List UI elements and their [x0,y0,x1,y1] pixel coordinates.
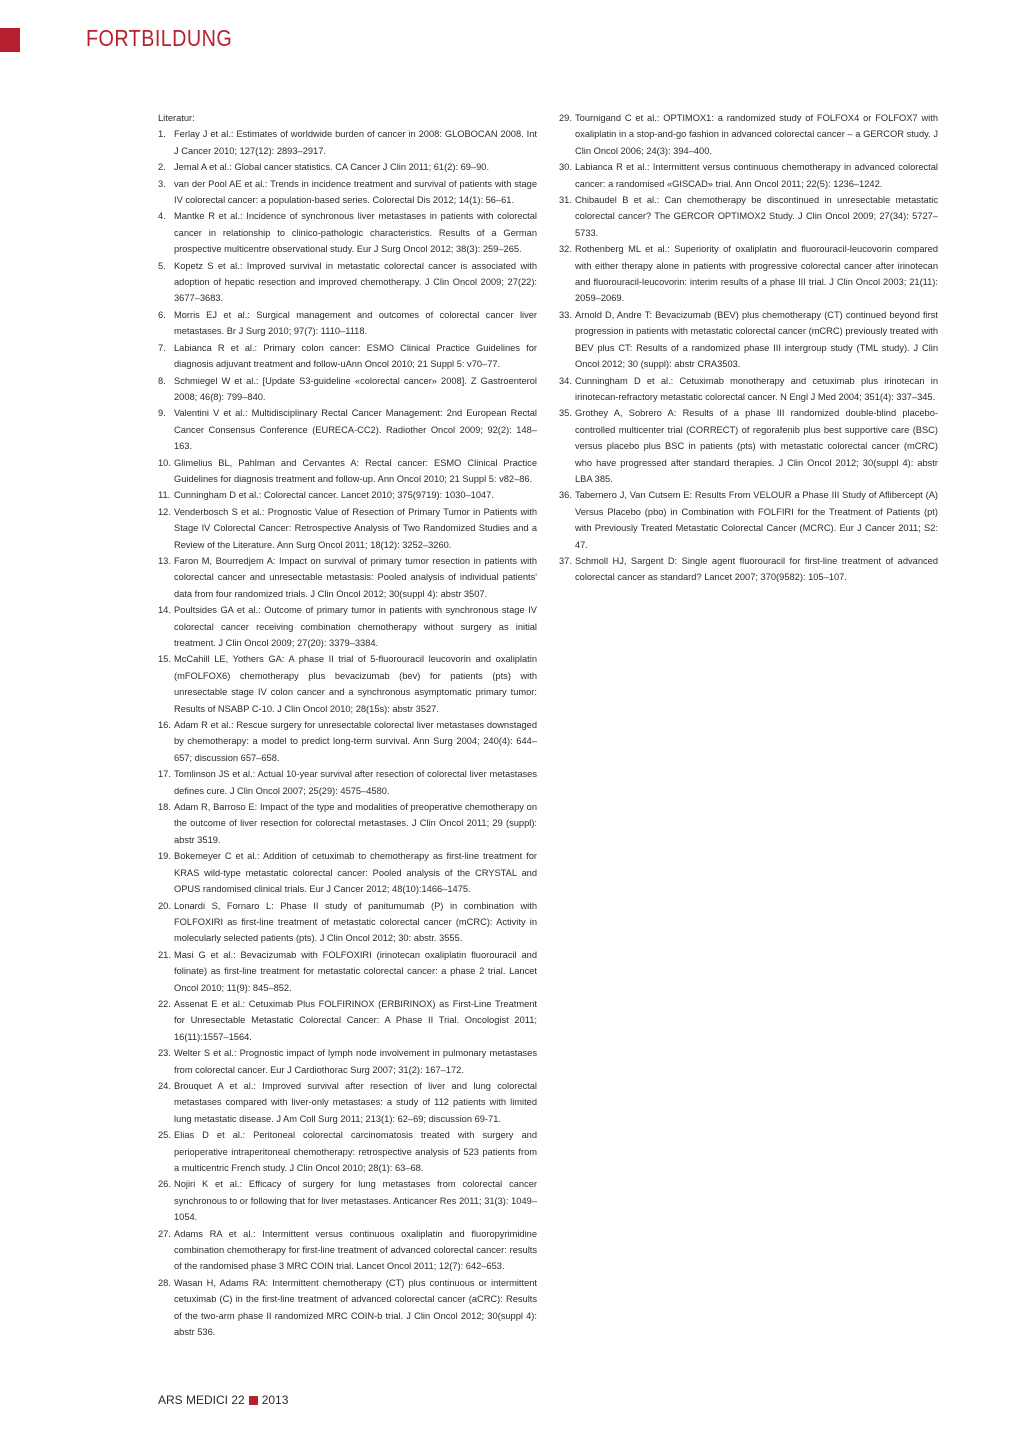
reference-number: 37. [559,555,572,566]
reference-item [158,504,537,553]
reference-text: Chibaudel B et al.: Can chemotherapy be discontinued in unresectable metastatic colorectal cancer? The GERCOR OPTIMOX2 Study. J Clin Oncol 2009; 27(34): 5727–5733. [575,195,938,238]
reference-number: 18. [158,802,171,813]
reference-number: 16. [158,720,171,731]
reference-number: 21. [158,949,171,960]
reference-item [158,799,537,848]
reference-item [559,241,938,307]
reference-item [158,405,537,454]
reference-list-left [158,126,537,1340]
reference-number: 20. [158,900,171,911]
reference-text: Jemal A et al.: Global cancer statistics. CA Cancer J Clin 2011; 61(2): 69–90. [174,162,490,173]
reference-number: 3. [158,178,166,189]
reference-item [158,487,537,503]
reference-number: 9. [158,408,166,419]
reference-item [158,373,537,406]
reference-number: 4. [158,211,166,222]
reference-text: Masi G et al.: Bevacizumab with FOLFOXIRI (irinotecan oxaliplatin fluorouracil and folinate) as first-line treatment for metastatic colorectal cancer: a phase 2 trial. Lancet Oncol 2010; 11(9): 845–852. [174,949,537,993]
reference-text: Arnold D, Andre T: Bevacizumab (BEV) plus chemotherapy (CT) continued beyond first progression in patients with metastatic colorectal cancer (mCRC) previously treated with BEV plus CT: Results of a randomized phase III intergroup study (TML study). J Clin Oncol 2012; 30 (suppl): abstr CRA3503. [575,309,938,370]
footer-year: 2013 [261,1393,289,1407]
reference-number: 36. [559,490,572,501]
reference-text: Tomlinson JS et al.: Actual 10-year survival after resection of colorectal liver metastases defines cure. J Clin Oncol 2007; 25(29): 4575–4580. [174,769,537,796]
reference-item [158,602,537,651]
reference-text: Tabernero J, Van Cutsem E: Results From VELOUR a Phase III Study of Aflibercept (A) Versus Placebo (pbo) in Combination with FOLFIRI for the Treatment of Patients (pt) with Previously Treated Metastatic Colorectal Cancer (MCRC). Eur J Cancer 2011; S2: 47. [575,490,938,550]
reference-item [158,651,537,717]
reference-item [158,126,537,159]
footer-square-icon [249,1396,258,1405]
reference-item [158,848,537,897]
reference-text: Bokemeyer C et al.: Addition of cetuximab to chemotherapy as first-line treatment for KRAS wild-type metastatic colorectal cancer: Pooled analysis of the CRYSTAL and OPUS randomised clinical trials. Eur J Cancer 2012; 48(10):1466–1475. [174,851,537,895]
reference-number: 11. [158,490,171,501]
reference-number: 26. [158,1179,171,1190]
reference-text: Cunningham D et al.: Cetuximab monotherapy and cetuximab plus irinotecan in irinotecan-refractory metastatic colorectal cancer. N Engl J Med 2004; 351(4): 337–345. [575,375,938,402]
reference-text: Elias D et al.: Peritoneal colorectal carcinomatosis treated with surgery and perioperative intraperitoneal chemotherapy: retrospective analysis of 523 patients from a multicentric French study. J Clin Oncol 2010; 28(1): 63–68. [174,1130,537,1173]
footer-journal: ARS MEDICI 22 [158,1393,245,1407]
reference-number: 29. [559,113,572,123]
reference-number: 30. [559,162,572,173]
reference-item [559,405,938,487]
reference-text: Grothey A, Sobrero A: Results of a phase III randomized double-blind placebo-controlled multicenter trial (CORRECT) of regorafenib plus best supportive care (BSC) versus placebo plus BSC in patients (pts) with metastatic colorectal cancer (mCRC) who have progressed after standard therapies. J Clin Oncol 2012; 30(suppl 4): abstr LBA 385. [575,408,938,484]
reference-number: 35. [559,408,572,419]
reference-item [158,766,537,799]
reference-item [158,307,537,340]
reference-item [158,1275,537,1341]
reference-number: 1. [158,129,166,140]
reference-item [158,717,537,766]
reference-text: Poultsides GA et al.: Outcome of primary tumor in patients with synchronous stage IV colorectal cancer receiving combination chemotherapy without surgery as initial treatment. J Clin Oncol 2009; 27(20): 3379–3384. [174,605,537,648]
reference-number: 19. [158,851,171,862]
reference-text: Faron M, Bourredjem A: Impact on survival of primary tumor resection in patients with colorectal cancer and unresectable metastasis: Pooled analysis of individual patients' data from four randomized trials. J Clin Oncol 2012; 30(suppl 4): abstr 3507. [174,555,537,599]
reference-text: Venderbosch S et al.: Prognostic Value of Resection of Primary Tumor in Patients with Stage IV Colorectal Cancer: Retrospective Analysis of Two Randomized Studies and a Review of the Literature. Ann Surg Oncol 2011; 18(12): 3252–3260. [174,506,537,550]
reference-text: Glimelius BL, Pahlman and Cervantes A: Rectal cancer: ESMO Clinical Practice Guidelines for diagnosis treatment and follow-up. Ann Oncol 2010; 21 Suppl 5: v82–86. [174,457,537,484]
reference-item [158,553,537,602]
reference-text: Adam R, Barroso E: Impact of the type and modalities of preoperative chemotherapy on the outcome of liver resection for colorectal metastases. J Clin Oncol 2011; 29 (suppl): abstr 3519. [174,802,537,845]
reference-number: 17. [158,769,171,780]
reference-text: Wasan H, Adams RA: Intermittent chemotherapy (CT) plus continuous or intermittent cetuximab (C) in the first-line treatment of advanced colorectal cancer (aCRC): Results of the two-arm phase II randomized MRC COIN-b trial. J Clin Oncol 2012; 30(suppl 4): abstr 536. [174,1277,537,1338]
reference-item [158,947,537,996]
reference-number: 31. [559,195,572,206]
reference-item [158,898,537,947]
reference-text: Morris EJ et al.: Surgical management and outcomes of colorectal cancer liver metastases. Br J Surg 2010; 97(7): 1110–1118. [174,309,537,337]
reference-item [158,1127,537,1176]
reference-list-right [559,110,938,586]
reference-number: 7. [158,342,166,353]
references-column-right [559,110,938,586]
reference-item [559,307,938,373]
reference-item [559,373,938,406]
reference-number: 12. [158,506,171,517]
reference-text: Adams RA et al.: Intermittent versus continuous oxaliplatin and fluoropyrimidine combination chemotherapy for first-line treatment of advanced colorectal cancer: results of the randomised phase 3 MRC COIN trial. Lancet Oncol 2011; 12(7): 642–653. [174,1228,537,1272]
reference-number: 13. [158,555,171,566]
reference-text: Kopetz S et al.: Improved survival in metastatic colorectal cancer is associated with adoption of hepatic resection and improved chemotherapy. J Clin Oncol 2009; 27(22): 3677–3683. [174,260,537,304]
reference-text: Labianca R et al.: Intermittent versus continuous chemotherapy in advanced colorectal cancer: a randomised «GISCAD» trial. Ann Oncol 2011; 22(5): 1236–1242. [575,162,938,189]
reference-text: van der Pool AE et al.: Trends in incidence treatment and survival of patients with stage IV colorectal cancer: a population-based series. Colorectal Dis 2012; 14(1): 56–61. [174,178,537,206]
reference-number: 28. [158,1277,171,1288]
reference-text: Assenat E et al.: Cetuximab Plus FOLFIRINOX (ERBIRINOX) as First-Line Treatment for Unresectable Metastatic Colorectal Cancer: A Phase II Trial. Oncologist 2011; 16(11):1557–1564. [174,998,537,1042]
reference-text: Nojiri K et al.: Efficacy of surgery for lung metastases from colorectal cancer synchronous to or following that for liver metastases. Anticancer Res 2011; 31(3): 1049–1054. [174,1179,537,1223]
reference-number: 34. [559,375,572,386]
page-footer [158,1393,288,1407]
reference-item [158,996,537,1045]
reference-number: 27. [158,1228,171,1239]
reference-number: 8. [158,375,166,386]
reference-item [559,553,938,586]
reference-text: Rothenberg ML et al.: Superiority of oxaliplatin and fluorouracil-leucovorin compared with either therapy alone in patients with progressive colorectal cancer after irinotecan and fluorouracil-leucovorin: interim results of a phase III trial. J Clin Oncol 2003; 21(11): 2059–2069. [575,244,938,304]
reference-number: 14. [158,605,171,616]
reference-text: Schmoll HJ, Sargent D: Single agent fluorouracil for first-line treatment of advanced colorectal cancer as standard? Lancet 2007; 370(9582): 105–107. [575,555,938,583]
reference-text: Ferlay J et al.: Estimates of worldwide burden of cancer in 2008: GLOBOCAN 2008. Int J Cancer 2010; 127(12): 2893–2917. [174,129,537,156]
reference-number: 23. [158,1048,171,1059]
reference-text: Adam R et al.: Rescue surgery for unresectable colorectal liver metastases downstaged by chemotherapy: a model to predict long-term survival. Ann Surg 2004; 240(4): 644–657; discussion 657–658. [174,720,537,763]
reference-text: Schmiegel W et al.: [Update S3-guideline «colorectal cancer» 2008]. Z Gastroenterol 2008; 46(8): 799–840. [174,375,537,402]
reference-item [559,110,938,159]
reference-text: Welter S et al.: Prognostic impact of lymph node involvement in pulmonary metastases from colorectal cancer. Eur J Cardiothorac Surg 2007; 31(2): 167–172. [174,1048,537,1075]
reference-item [158,340,537,373]
reference-text: Tournigand C et al.: OPTIMOX1: a randomized study of FOLFOX4 or FOLFOX7 with oxaliplatin in a stop-and-go fashion in advanced colorectal cancer – a GERCOR study. J Clin Oncol 2006; 24(3): 394–400. [575,113,938,156]
reference-text: Valentini V et al.: Multidisciplinary Rectal Cancer Management: 2nd European Rectal Cancer Consensus Conference (EURECA-CC2). Radiother Oncol 2009; 92(2): 148–163. [174,408,537,452]
reference-item [158,176,537,209]
reference-number: 22. [158,998,171,1009]
reference-number: 6. [158,309,166,320]
reference-item [158,1078,537,1127]
reference-item [559,192,938,241]
reference-number: 32. [559,244,572,255]
reference-text: McCahill LE, Yothers GA: A phase II trial of 5-fluorouracil leucovorin and oxaliplatin (mFOLFOX6) chemotherapy plus bevacizumab (bev) for patients (pts) with unresectable stage IV colon cancer and a synchronous asymptomatic primary tumor: Results of NSABP C-10. J Clin Oncol 2010; 28(15s): abstr 3527. [174,654,537,714]
section-accent-block [0,28,20,52]
reference-item [158,455,537,488]
references-column-left [158,110,537,1340]
reference-item [158,1045,537,1078]
reference-number: 10. [158,457,171,468]
reference-item [158,159,537,175]
reference-number: 24. [158,1080,171,1091]
reference-text: Mantke R et al.: Incidence of synchronous liver metastases in patients with colorectal cancer in relationship to clinico-pathologic characteristics. Results of a German prospective multicentre observational study. Eur J Surg Oncol 2012; 38(3): 259–265. [174,211,537,255]
reference-number: 5. [158,260,166,271]
reference-text: Cunningham D et al.: Colorectal cancer. Lancet 2010; 375(9719): 1030–1047. [174,490,494,501]
reference-text: Labianca R et al.: Primary colon cancer: ESMO Clinical Practice Guidelines for diagnosis adjuvant treatment and follow-uAnn Oncol 2010; 21 Suppl 5: v70–77. [174,342,537,370]
section-title: FORTBILDUNG [86,25,233,51]
reference-item [559,159,938,192]
reference-number: 15. [158,654,171,665]
reference-number: 25. [158,1130,171,1141]
reference-item [158,1176,537,1225]
reference-item [559,487,938,553]
reference-item [158,208,537,257]
reference-number: 33. [559,309,572,320]
reference-text: Brouquet A et al.: Improved survival after resection of liver and lung colorectal metastases compared with liver-only metastases: a study of 112 patients with limited lung metastatic disease. J Am Coll Surg 2011; 213(1): 62–69; discussion 69-71. [174,1080,537,1124]
reference-text: Lonardi S, Fornaro L: Phase II study of panitumumab (P) in combination with FOLFOXIRI as first-line treatment of metastatic colorectal cancer (mCRC): Activity in molecularly selected patients (pts). J Clin Oncol 2012; 30: abstr. 3555. [174,900,537,944]
reference-item [158,258,537,307]
reference-number: 2. [158,162,166,173]
literature-heading: Literatur: [158,113,195,123]
reference-item [158,1226,537,1275]
